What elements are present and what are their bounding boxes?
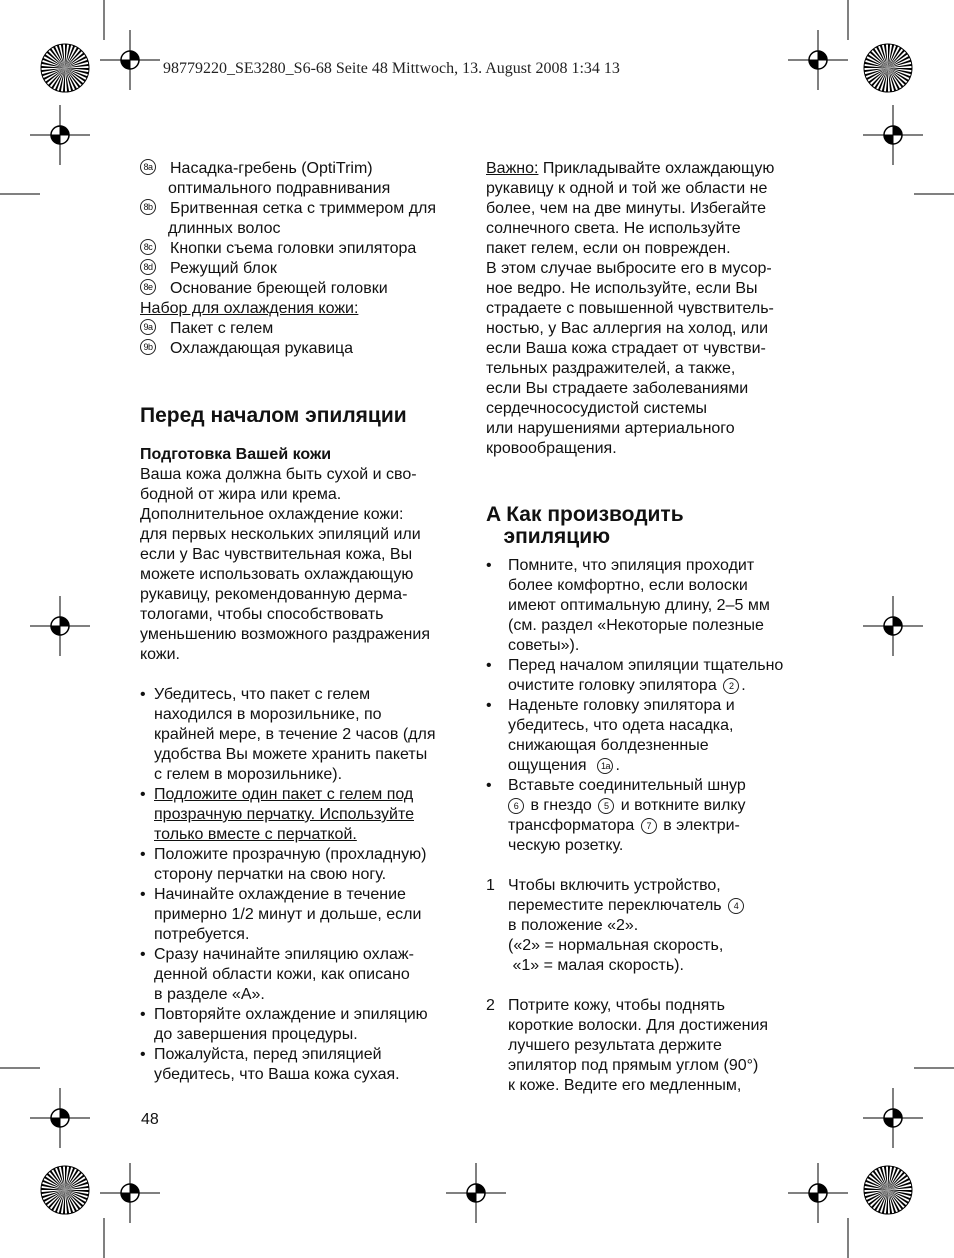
ref-number: 6 (508, 798, 524, 814)
list-item-cont: оптимального подравнивания (168, 180, 391, 197)
bullet-item: • Начинайте охлаждение в течение примерно 1/2 минут и дольше, если потребуется. (140, 885, 470, 945)
crosshair-mark (446, 1163, 506, 1223)
crosshair-mark (100, 1163, 160, 1223)
bullet-item: • Повторяйте охлаждение и эпиляцию до завершения процедуры. (140, 1005, 470, 1045)
bullet-item: • Перед началом эпиляции тщательно очистите головку эпилятора 2 . (486, 656, 816, 696)
section-heading: Перед началом эпиляции (140, 404, 407, 427)
crosshair-mark (788, 1163, 848, 1223)
prep-paragraph: Ваша кожа должна быть сухой и сво- бодной от жира или крема. Дополнительное охлаждение кожи: для первых нескольких эпиляций или если у Вас чувствительная кожа, Вы можете использовать охлаждающую рукавицу, рекомендованную дерма- тологами, чтобы способствовать уменьшению возможного раздражения кожи. (140, 466, 430, 663)
usage-bullets (486, 556, 816, 856)
bullet-item: • Пожалуйста, перед эпиляцией убедитесь, что Ваша кожа сухая. (140, 1045, 470, 1085)
crosshair-mark (863, 105, 923, 165)
bullet-item: • Сразу начинайте эпиляцию охлаж- денной области кожи, как описано в разделе «А». (140, 945, 470, 1005)
list-item: 8b Бритвенная сетка с триммером для (140, 199, 470, 219)
cooling-bullets (140, 685, 470, 1085)
parts-list (140, 159, 470, 359)
crosshair-mark (863, 1088, 923, 1148)
step-1: 1 Чтобы включить устройство, переместите переключатель 4 в положение «2». («2» = нормальная скорость, «1» = малая скорость). (486, 876, 816, 976)
list-item: 8d Режущий блок (140, 259, 470, 279)
step-number: 2 (486, 997, 495, 1014)
section-heading-cont: эпиляцию (486, 525, 611, 548)
bullet-item: • Убедитесь, что пакет с гелем находился в морозильнике, по крайней мере, в течение 2 часов (для удобства Вы можете хранить пакеты с гелем в морозильнике). (140, 685, 470, 785)
step-number: 1 (486, 877, 495, 894)
page-number: 48 (141, 1111, 159, 1128)
kit-title: Набор для охлаждения кожи: (140, 300, 359, 317)
ref-number: 8b (140, 199, 156, 215)
list-item: 8e Основание бреющей головки (140, 279, 470, 299)
ref-number: 5 (598, 798, 614, 814)
bullet-item: • Помните, что эпиляция проходит более комфортно, если волоски имеют оптимальную длину, 2–5 мм (см. раздел «Некоторые полезные советы»). (486, 556, 816, 656)
crosshair-mark (788, 30, 848, 90)
crosshair-mark (863, 596, 923, 656)
ref-number: 8a (140, 159, 156, 175)
list-item: 9a Пакет с гелем (140, 319, 470, 339)
subsection-heading: Подготовка Вашей кожи (140, 446, 332, 463)
list-item: 8c Кнопки съема головки эпилятора (140, 239, 470, 259)
step-2: 2 Потрите кожу, чтобы поднять короткие волоски. Для достижения лучшего результата держите эпилятор под прямым углом (90°) к коже. Ведите его медленным, (486, 997, 769, 1094)
crosshair-mark (30, 596, 90, 656)
ref-number: 9b (140, 339, 156, 355)
crosshair-mark (30, 1088, 90, 1148)
ref-number: 8e (140, 279, 156, 295)
bullet-item: • Вставьте соединительный шнур 6 в гнездо 5 и воткните вилку трансформатора 7 в электри- ческую розетку. (486, 776, 816, 856)
left-column (140, 159, 470, 1085)
list-item: 8a Насадка-гребень (OptiTrim) (140, 159, 470, 179)
ref-number: 9a (140, 319, 156, 335)
ref-number: 8c (140, 239, 156, 255)
starburst-mark (41, 44, 89, 92)
list-item: 9b Охлаждающая рукавица (140, 339, 470, 359)
ref-number: 8d (140, 259, 156, 275)
bullet-item: • Наденьте головку эпилятора и убедитесь, что одета насадка, снижающая болдезненные ощущения 1a . (486, 696, 816, 776)
section-heading: A Как производить (486, 503, 684, 526)
crosshair-mark (100, 30, 160, 90)
starburst-mark (864, 44, 912, 92)
print-header: 98779220_SE3280_S6-68 Seite 48 Mittwoch, 13. August 2008 1:34 13 (163, 60, 620, 77)
ref-number: 2 (723, 678, 739, 694)
starburst-mark (864, 1166, 912, 1214)
crosshair-mark (30, 105, 90, 165)
ref-number: 1a (597, 758, 613, 774)
ref-number: 7 (641, 818, 657, 834)
important-label: Важно: (486, 160, 539, 177)
right-column (486, 159, 816, 1096)
important-note: Важно: Прикладывайте охлаждающую рукавицу к одной и той же области не более, чем на две минуты. Избегайте солнечного света. Не используйте пакет гелем, если он поврежден. В этом случае выбросите его в мусор- ное ведро. Не используйте, если Вы страдаете с повышенной чувствитель- ностью, у Вас аллергия на холод, или если Ваша кожа страдает от чувстви- тельных раздражителей, а также, если Вы страдаете заболеваниями сердечнососудистой системы или нарушениями артериального кровообращения. (486, 160, 775, 457)
bullet-item: • Положите прозрачную (прохладную) сторону перчатки на свою ногу. (140, 845, 470, 885)
ref-number: 4 (728, 898, 744, 914)
starburst-mark (41, 1166, 89, 1214)
bullet-item: • Подложите один пакет с гелем под прозрачную перчатку. Используйте только вместе с перчаткой. (140, 785, 470, 845)
list-item-cont: длинных волос (168, 220, 281, 237)
